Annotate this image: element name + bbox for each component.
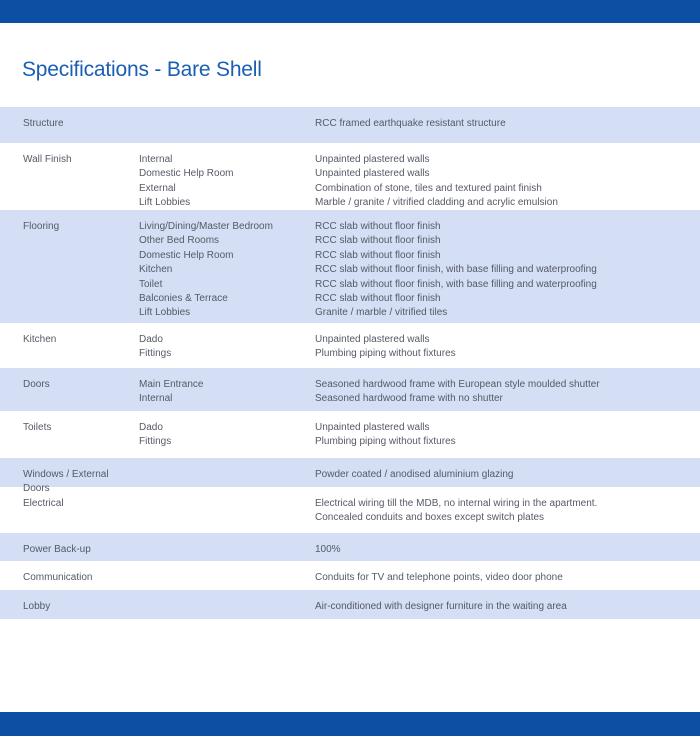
spec-description: Unpainted plastered walls Plumbing piping without fixtures	[315, 422, 456, 448]
spec-row-windows-external-doors	[0, 458, 700, 495]
spec-description: RCC framed earthquake resistant structure	[315, 118, 506, 129]
spec-category: Doors	[23, 379, 50, 390]
spec-row-doors	[0, 368, 700, 411]
top-banner	[0, 0, 700, 23]
spec-description: Powder coated / anodised aluminium glazing	[315, 469, 514, 480]
spec-description: Unpainted plastered walls Unpainted plastered walls Combination of stone, tiles and textured paint finish Marble / granite / vitrified cladding and acrylic emulsion	[315, 154, 558, 209]
spec-category: Structure	[23, 118, 64, 129]
spec-description: Seasoned hardwood frame with European style moulded shutter Seasoned hardwood frame with no shutter	[315, 379, 600, 405]
spec-row-toilets	[0, 411, 700, 458]
spec-category: Lobby	[23, 601, 51, 612]
spec-row-electrical	[0, 487, 700, 533]
spec-row-power-backup	[0, 533, 700, 561]
spec-description: Electrical wiring till the MDB, no internal wiring in the apartment. Concealed conduits and boxes except switch plates	[315, 498, 598, 524]
spec-subitems: Dado Fittings	[139, 422, 172, 448]
spec-row-flooring	[0, 210, 700, 323]
spec-subitems: Internal Domestic Help Room External Lift Lobbies	[139, 154, 234, 209]
spec-category: Windows / External Doors	[23, 469, 109, 495]
spec-row-communication	[0, 561, 700, 590]
spec-subitems: Main Entrance Internal	[139, 379, 204, 405]
spec-description: Conduits for TV and telephone points, video door phone	[315, 572, 563, 583]
spec-row-kitchen	[0, 323, 700, 368]
spec-subitems: Living/Dining/Master Bedroom Other Bed Rooms Domestic Help Room Kitchen Toilet Balconies & Terrace Lift Lobbies	[139, 221, 273, 319]
spec-subitems: Dado Fittings	[139, 334, 172, 360]
spec-description: RCC slab without floor finish RCC slab without floor finish RCC slab without floor finish RCC slab without floor finish, with base filling and waterproofing RCC slab without floor finish, with base filling and waterproofing RCC slab without floor finish Granite / marble / vitrified tiles	[315, 221, 597, 319]
spec-category: Kitchen	[23, 334, 57, 345]
spec-category: Flooring	[23, 221, 60, 232]
spec-row-wall-finish	[0, 143, 700, 210]
spec-category: Power Back-up	[23, 544, 91, 555]
spec-description: Air-conditioned with designer furniture in the waiting area	[315, 601, 567, 612]
spec-category: Electrical	[23, 498, 64, 509]
specifications-table	[0, 107, 700, 619]
spec-row-lobby	[0, 590, 700, 619]
page-title: Specifications - Bare Shell	[22, 58, 262, 81]
spec-description: Unpainted plastered walls Plumbing piping without fixtures	[315, 334, 456, 360]
spec-description: 100%	[315, 544, 341, 555]
spec-row-structure	[0, 107, 700, 143]
spec-category: Communication	[23, 572, 93, 583]
spec-category: Toilets	[23, 422, 52, 433]
spec-category: Wall Finish	[23, 154, 72, 165]
bottom-banner	[0, 712, 700, 736]
